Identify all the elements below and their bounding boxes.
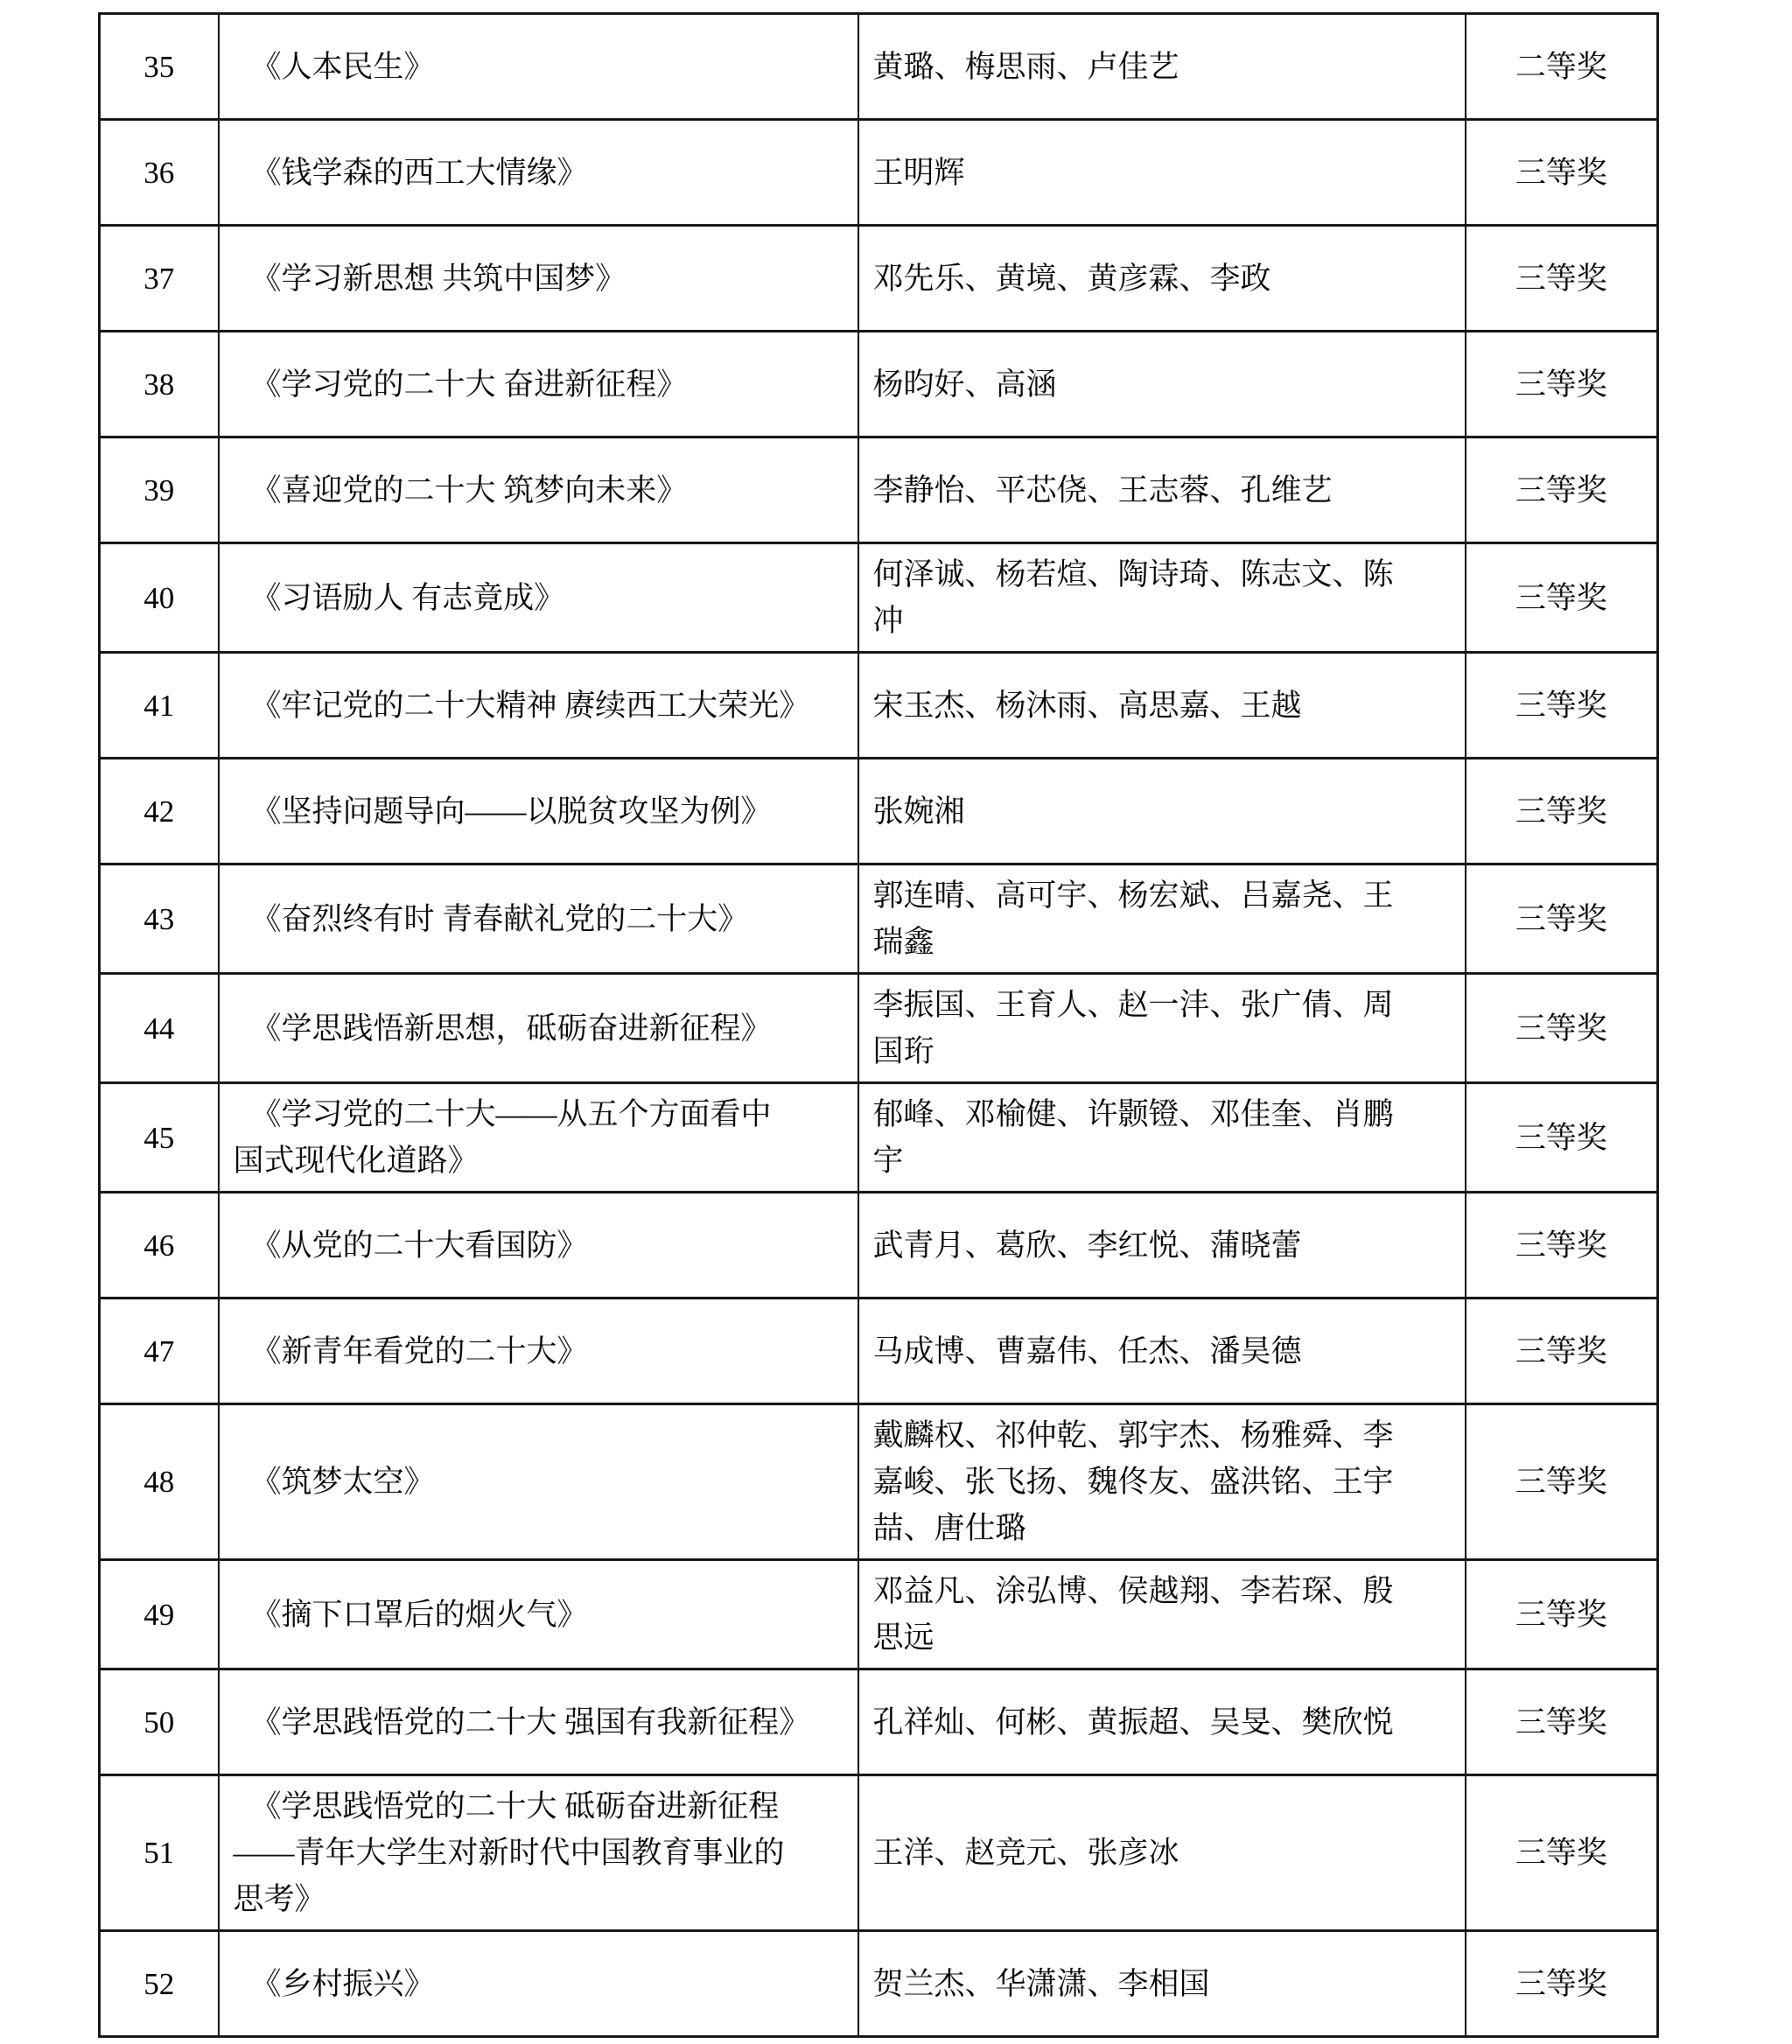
award-level-cell: 三等奖 (1466, 543, 1658, 653)
row-number-cell: 43 (100, 864, 219, 974)
work-title-cell: 《学思践悟党的二十大 砥砺奋进新征程——青年大学生对新时代中国教育事业的思考》 (219, 1775, 858, 1931)
authors-cell: 何泽诚、杨若煊、陶诗琦、陈志文、陈冲 (858, 543, 1466, 653)
award-level-cell: 三等奖 (1466, 1775, 1658, 1931)
work-title-cell: 《乡村振兴》 (219, 1931, 858, 2037)
work-title-cell: 《钱学森的西工大情缘》 (219, 120, 858, 226)
row-number-cell: 46 (100, 1193, 219, 1298)
work-title-cell: 《学习党的二十大 奋进新征程》 (219, 332, 858, 438)
work-title-cell: 《学思践悟党的二十大 强国有我新征程》 (219, 1670, 858, 1775)
table-row (100, 1931, 1658, 2037)
award-level-cell: 三等奖 (1466, 759, 1658, 864)
authors-cell: 王洋、赵竞元、张彦冰 (858, 1775, 1466, 1931)
work-title-cell: 《习语励人 有志竟成》 (219, 543, 858, 653)
row-number-cell: 41 (100, 653, 219, 759)
work-title-cell: 《奋烈终有时 青春献礼党的二十大》 (219, 864, 858, 974)
table-row (100, 226, 1658, 332)
work-title-cell: 《坚持问题导向——以脱贫攻坚为例》 (219, 759, 858, 864)
table-row (100, 759, 1658, 864)
authors-cell: 黄璐、梅思雨、卢佳艺 (858, 14, 1466, 120)
row-number-cell: 39 (100, 438, 219, 543)
award-level-cell: 三等奖 (1466, 1404, 1658, 1560)
work-title-cell: 《学习党的二十大——从五个方面看中国式现代化道路》 (219, 1083, 858, 1193)
row-number-cell: 52 (100, 1931, 219, 2037)
award-level-cell: 三等奖 (1466, 1193, 1658, 1298)
authors-cell: 邓益凡、涂弘博、侯越翔、李若琛、殷思远 (858, 1560, 1466, 1670)
table-row (100, 120, 1658, 226)
table-row (100, 438, 1658, 543)
table-row (100, 864, 1658, 974)
authors-cell: 郭连晴、高可宇、杨宏斌、吕嘉尧、王瑞鑫 (858, 864, 1466, 974)
authors-cell: 孔祥灿、何彬、黄振超、吴旻、樊欣悦 (858, 1670, 1466, 1775)
award-level-cell: 三等奖 (1466, 974, 1658, 1083)
row-number-cell: 42 (100, 759, 219, 864)
work-title-cell: 《从党的二十大看国防》 (219, 1193, 858, 1298)
table-row (100, 1670, 1658, 1775)
authors-cell: 郁峰、邓榆健、许颢镫、邓佳奎、肖鹏宇 (858, 1083, 1466, 1193)
table-row (100, 332, 1658, 438)
row-number-cell: 47 (100, 1298, 219, 1404)
authors-cell: 武青月、葛欣、李红悦、蒲晓蕾 (858, 1193, 1466, 1298)
row-number-cell: 48 (100, 1404, 219, 1560)
work-title-cell: 《学习新思想 共筑中国梦》 (219, 226, 858, 332)
row-number-cell: 45 (100, 1083, 219, 1193)
authors-cell: 李静怡、平芯侥、王志蓉、孔维艺 (858, 438, 1466, 543)
award-level-cell: 三等奖 (1466, 1560, 1658, 1670)
table-row (100, 1560, 1658, 1670)
row-number-cell: 51 (100, 1775, 219, 1931)
row-number-cell: 44 (100, 974, 219, 1083)
table-row (100, 543, 1658, 653)
award-level-cell: 三等奖 (1466, 1931, 1658, 2037)
authors-cell: 王明辉 (858, 120, 1466, 226)
work-title-cell: 《学思践悟新思想，砥砺奋进新征程》 (219, 974, 858, 1083)
award-table (98, 12, 1659, 2038)
row-number-cell: 49 (100, 1560, 219, 1670)
table-row (100, 653, 1658, 759)
work-title-cell: 《摘下口罩后的烟火气》 (219, 1560, 858, 1670)
award-level-cell: 三等奖 (1466, 332, 1658, 438)
award-level-cell: 三等奖 (1466, 1670, 1658, 1775)
table-row (100, 1193, 1658, 1298)
table-row (100, 1298, 1658, 1404)
table-row (100, 974, 1658, 1083)
row-number-cell: 40 (100, 543, 219, 653)
table-row (100, 14, 1658, 120)
authors-cell: 戴麟权、祁仲乾、郭宇杰、杨雅舜、李嘉峻、张飞扬、魏佟友、盛洪铭、王宇喆、唐仕璐 (858, 1404, 1466, 1560)
table-row (100, 1083, 1658, 1193)
work-title-cell: 《喜迎党的二十大 筑梦向未来》 (219, 438, 858, 543)
award-level-cell: 三等奖 (1466, 1298, 1658, 1404)
table-row (100, 1404, 1658, 1560)
table-row (100, 1775, 1658, 1931)
work-title-cell: 《筑梦太空》 (219, 1404, 858, 1560)
work-title-cell: 《人本民生》 (219, 14, 858, 120)
award-level-cell: 二等奖 (1466, 14, 1658, 120)
authors-cell: 张婉湘 (858, 759, 1466, 864)
authors-cell: 邓先乐、黄境、黄彦霖、李政 (858, 226, 1466, 332)
row-number-cell: 50 (100, 1670, 219, 1775)
authors-cell: 马成博、曹嘉伟、任杰、潘昊德 (858, 1298, 1466, 1404)
authors-cell: 宋玉杰、杨沐雨、高思嘉、王越 (858, 653, 1466, 759)
award-level-cell: 三等奖 (1466, 1083, 1658, 1193)
authors-cell: 杨昀好、高涵 (858, 332, 1466, 438)
award-level-cell: 三等奖 (1466, 653, 1658, 759)
award-level-cell: 三等奖 (1466, 864, 1658, 974)
row-number-cell: 37 (100, 226, 219, 332)
work-title-cell: 《新青年看党的二十大》 (219, 1298, 858, 1404)
row-number-cell: 36 (100, 120, 219, 226)
row-number-cell: 38 (100, 332, 219, 438)
award-level-cell: 三等奖 (1466, 120, 1658, 226)
authors-cell: 李振国、王育人、赵一沣、张广倩、周国珩 (858, 974, 1466, 1083)
authors-cell: 贺兰杰、华潇潇、李相国 (858, 1931, 1466, 2037)
award-level-cell: 三等奖 (1466, 226, 1658, 332)
award-level-cell: 三等奖 (1466, 438, 1658, 543)
award-table-body (100, 14, 1658, 2037)
work-title-cell: 《牢记党的二十大精神 赓续西工大荣光》 (219, 653, 858, 759)
row-number-cell: 35 (100, 14, 219, 120)
